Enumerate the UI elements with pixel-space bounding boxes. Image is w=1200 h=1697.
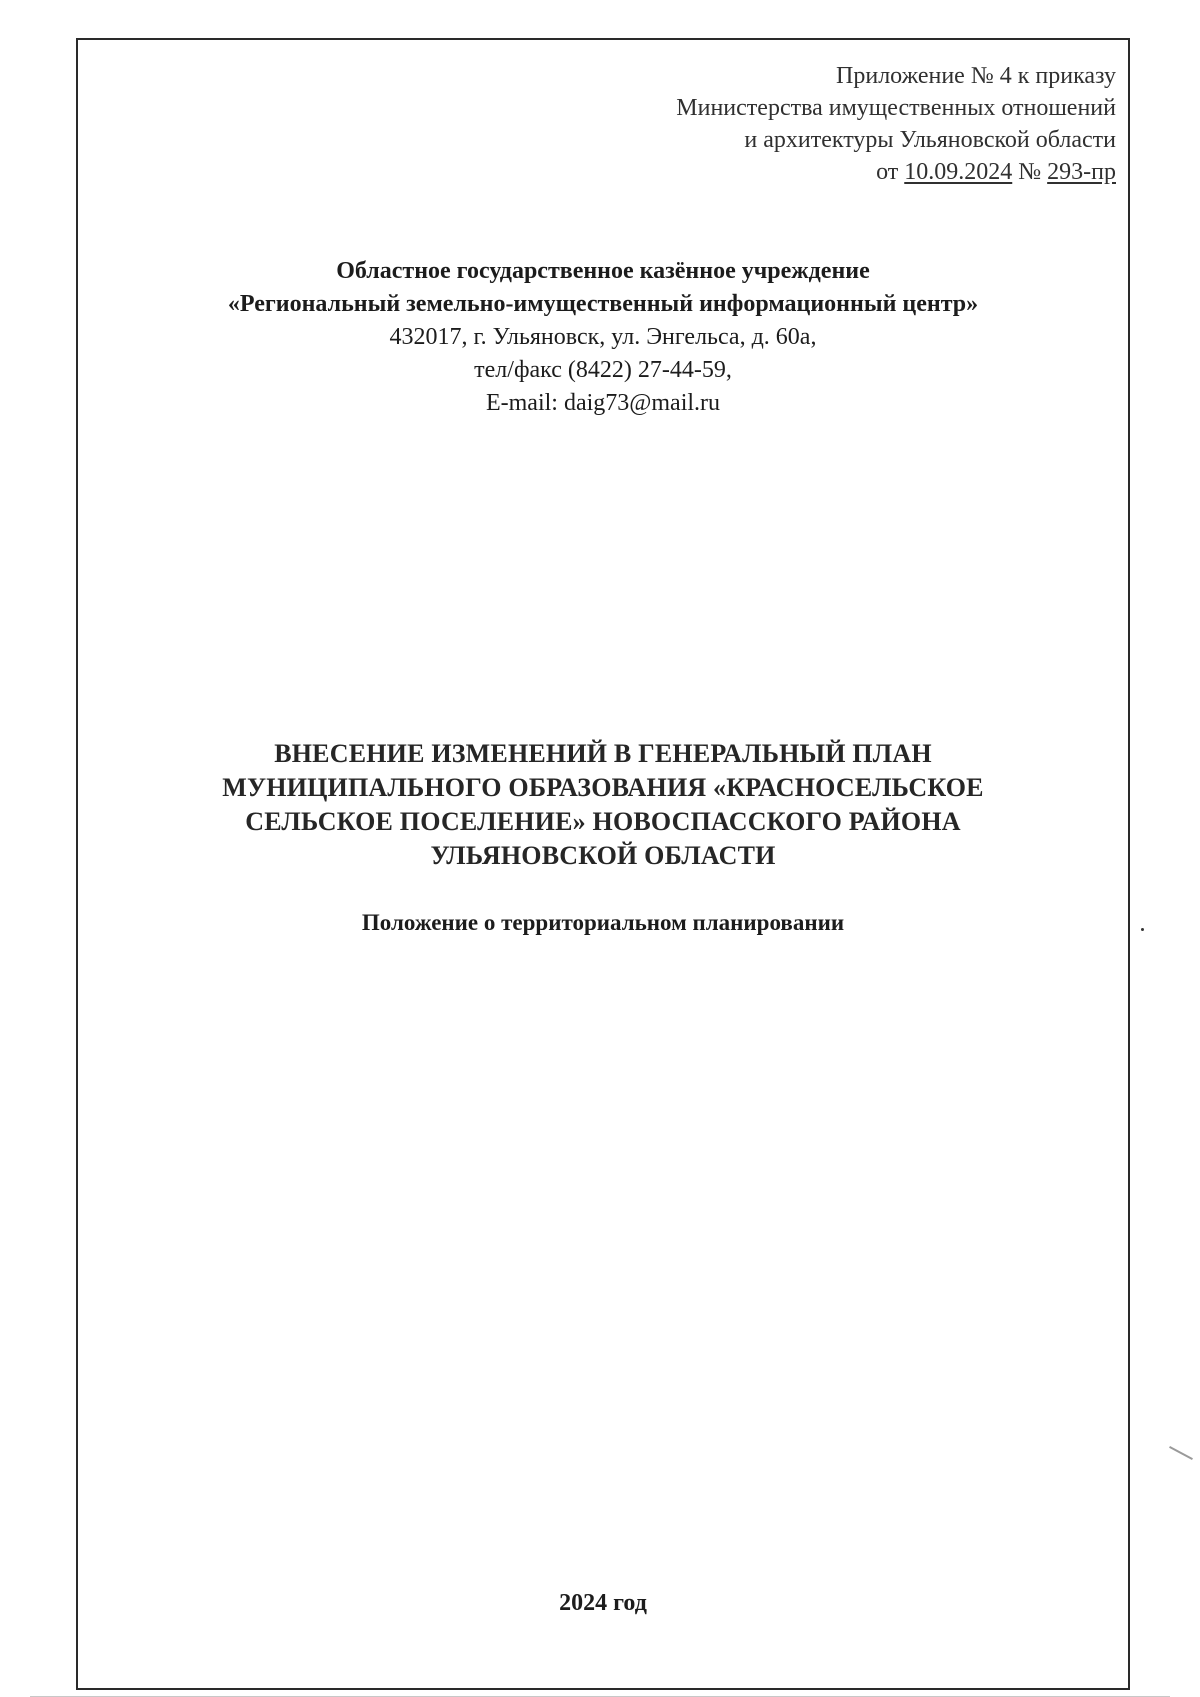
appendix-order-line bbox=[676, 156, 1116, 188]
organization-block bbox=[76, 255, 1130, 420]
document-title bbox=[76, 737, 1130, 873]
appendix-header bbox=[676, 60, 1116, 188]
date-prefix: от bbox=[876, 159, 905, 185]
title-line-3: СЕЛЬСКОЕ ПОСЕЛЕНИЕ» НОВОСПАССКОГО РАЙОНА bbox=[245, 807, 961, 836]
organization-address: 432017, г. Ульяновск, ул. Энгельса, д. 60а, bbox=[389, 324, 817, 350]
title-line-2: МУНИЦИПАЛЬНОГО ОБРАЗОВАНИЯ «КРАСНОСЕЛЬСКОЕ bbox=[222, 773, 984, 802]
appendix-line-2: Министерства имущественных отношений bbox=[676, 95, 1116, 121]
title-line-4: УЛЬЯНОВСКОЙ ОБЛАСТИ bbox=[430, 841, 776, 870]
scan-speck bbox=[1141, 928, 1144, 931]
organization-email: E-mail: daig73@mail.ru bbox=[485, 390, 721, 416]
organization-phone: тел/факс (8422) 27-44-59, bbox=[474, 357, 732, 383]
order-number: 293-пр bbox=[1047, 159, 1116, 185]
scan-mark bbox=[1169, 1446, 1193, 1460]
document-year: 2024 год bbox=[559, 1590, 647, 1616]
title-line-1: ВНЕСЕНИЕ ИЗМЕНЕНИЙ В ГЕНЕРАЛЬНЫЙ ПЛАН bbox=[274, 739, 932, 768]
appendix-line-3: и архитектуры Ульяновской области bbox=[744, 127, 1116, 153]
organization-name-line-2: «Региональный земельно-имущественный информационный центр» bbox=[227, 291, 979, 317]
organization-name-line-1: Областное государственное казённое учреждение bbox=[336, 258, 870, 284]
document-subtitle: Положение о территориальном планировании bbox=[361, 910, 845, 935]
order-date: 10.09.2024 bbox=[904, 159, 1013, 185]
number-prefix: № bbox=[1012, 159, 1048, 185]
appendix-line-1: Приложение № 4 к приказу bbox=[836, 63, 1116, 89]
